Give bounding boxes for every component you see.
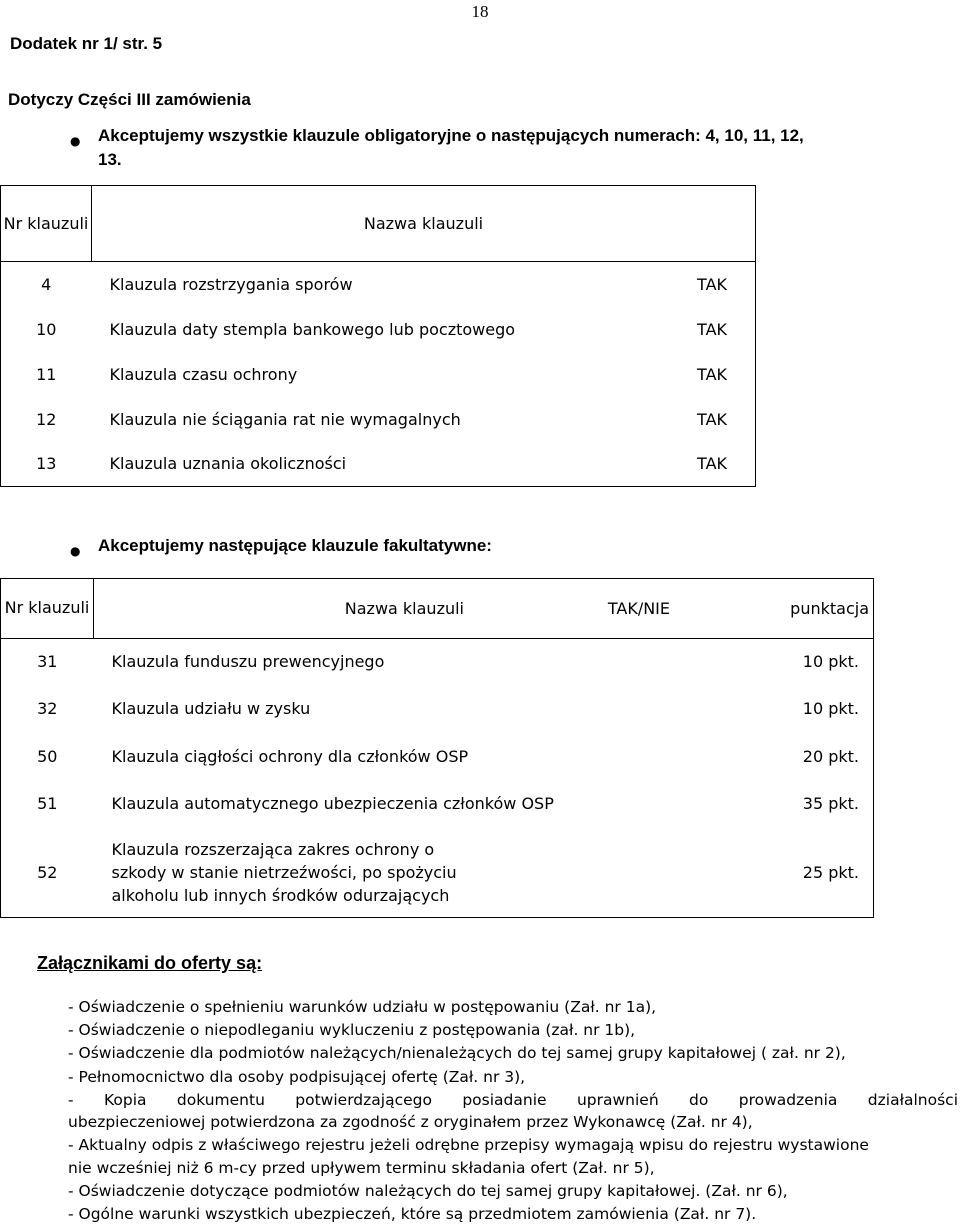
attachment-item: - Aktualny odpis z właściwego rejestru jeżeli odrębne przepisy wymagają wpisu do rejestru wystawione: [68, 1136, 869, 1154]
clause-nr: 50: [37, 746, 58, 766]
clause-nr: 11: [36, 364, 57, 384]
clause-nr: 4: [41, 274, 52, 294]
obligatory-intro-line2: 13.: [98, 150, 122, 169]
optional-clauses-table: [0, 578, 874, 918]
header-nr: Nr klauzuli: [1, 579, 94, 639]
clause-nr: 52: [37, 862, 58, 882]
table-row: [1, 352, 756, 397]
clause-value: TAK: [697, 409, 727, 429]
table-header-row: [1, 186, 756, 262]
page-number: 18: [471, 2, 489, 21]
table-row: [1, 397, 756, 442]
section-heading: Dotyczy Części III zamówienia: [8, 90, 251, 109]
clause-points: 10 pkt.: [802, 699, 859, 719]
attachment-item: - Oświadczenie dotyczące podmiotów należących do tej samej grupy kapitałowej. (Zał. nr 6),: [68, 1182, 788, 1200]
clause-nr: 31: [37, 652, 58, 672]
clause-name: Klauzula uznania okoliczności: [109, 454, 347, 474]
attachment-item: - Oświadczenie o niepodleganiu wykluczeniu z postępowania (zał. nr 1b),: [68, 1021, 636, 1039]
table-row: [1, 262, 756, 307]
clause-name: Klauzula daty stempla bankowego lub pocztowego: [109, 319, 516, 339]
clause-nr: 13: [36, 454, 57, 474]
bullet-icon: ●: [70, 134, 81, 148]
attachment-item: nie wcześniej niż 6 m-cy przed upływem terminu składania ofert (Zał. nr 5),: [68, 1159, 655, 1177]
header-points: punktacja: [680, 579, 874, 639]
header-name: Nazwa klauzuli: [92, 186, 756, 262]
attachments-title: Załącznikami do oferty są:: [37, 953, 263, 973]
attachment-item: - Kopia dokumentu potwierdzającego posiadanie uprawnień do prowadzenia działalności: [68, 1091, 958, 1109]
clause-value: TAK: [697, 319, 727, 339]
obligatory-clauses-table: [0, 185, 756, 487]
clause-value: TAK: [697, 454, 727, 474]
clause-name: Klauzula udziału w zysku: [111, 699, 311, 719]
clause-nr: 51: [37, 793, 58, 813]
clause-nr: 10: [36, 319, 57, 339]
table-row: [1, 442, 756, 487]
table-row: [1, 780, 874, 827]
optional-intro: Akceptujemy następujące klauzule fakultatywne:: [98, 536, 492, 555]
header-name: Nazwa klauzuli: [94, 579, 471, 639]
clause-name: Klauzula nie ściągania rat nie wymagalnych: [109, 409, 461, 429]
clause-name: Klauzula rozszerzająca zakres ochrony o szkody w stanie nietrzeźwości, po spożyciu alkoholu lub innych środków odurzających: [111, 839, 457, 905]
table-row: [1, 685, 874, 732]
clause-points: 35 pkt.: [802, 793, 859, 813]
attachment-item: ubezpieczeniowej potwierdzona za zgodność z oryginałem przez Wykonawcę (Zał. nr 4),: [68, 1113, 753, 1131]
clause-nr: 32: [37, 699, 58, 719]
attachment-item: - Pełnomocnictwo dla osoby podpisującej ofertę (Zał. nr 3),: [68, 1068, 526, 1086]
header-tak: TAK/NIE: [470, 579, 680, 639]
table-row: [1, 638, 874, 685]
clause-name: Klauzula automatycznego ubezpieczenia członków OSP: [111, 793, 554, 813]
empty-cell: [470, 827, 680, 917]
table-row: [1, 827, 874, 917]
addendum-label: Dodatek nr 1/ str. 5: [10, 34, 163, 53]
clause-points: 10 pkt.: [802, 652, 859, 672]
bullet-icon: ●: [70, 544, 81, 558]
clause-points: 20 pkt.: [802, 746, 859, 766]
attachment-item: - Oświadczenie dla podmiotów należących/nienależących do tej samej grupy kapitałowej ( zał. nr 2),: [68, 1044, 846, 1062]
table-row: [1, 733, 874, 780]
clause-value: TAK: [697, 274, 727, 294]
attachment-item: - Ogólne warunki wszystkich ubezpieczeń, które są przedmiotem zamówienia (Zał. nr 7).: [68, 1205, 757, 1223]
clause-name: Klauzula ciągłości ochrony dla członków OSP: [111, 746, 469, 766]
attachment-item: - Oświadczenie o spełnieniu warunków udziału w postępowaniu (Zał. nr 1a),: [68, 998, 657, 1016]
clause-name: Klauzula funduszu prewencyjnego: [111, 652, 385, 672]
clause-nr: 12: [36, 409, 57, 429]
clause-value: TAK: [697, 364, 727, 384]
table-header-row: [1, 579, 874, 639]
clause-name: Klauzula czasu ochrony: [109, 364, 298, 384]
table-row: [1, 307, 756, 352]
clause-name: Klauzula rozstrzygania sporów: [109, 274, 353, 294]
header-nr: Nr klauzuli: [1, 186, 92, 262]
obligatory-intro-line1: Akceptujemy wszystkie klauzule obligatoryjne o następujących numerach: 4, 10, 11, 12,: [98, 126, 804, 145]
clause-points: 25 pkt.: [802, 862, 859, 882]
